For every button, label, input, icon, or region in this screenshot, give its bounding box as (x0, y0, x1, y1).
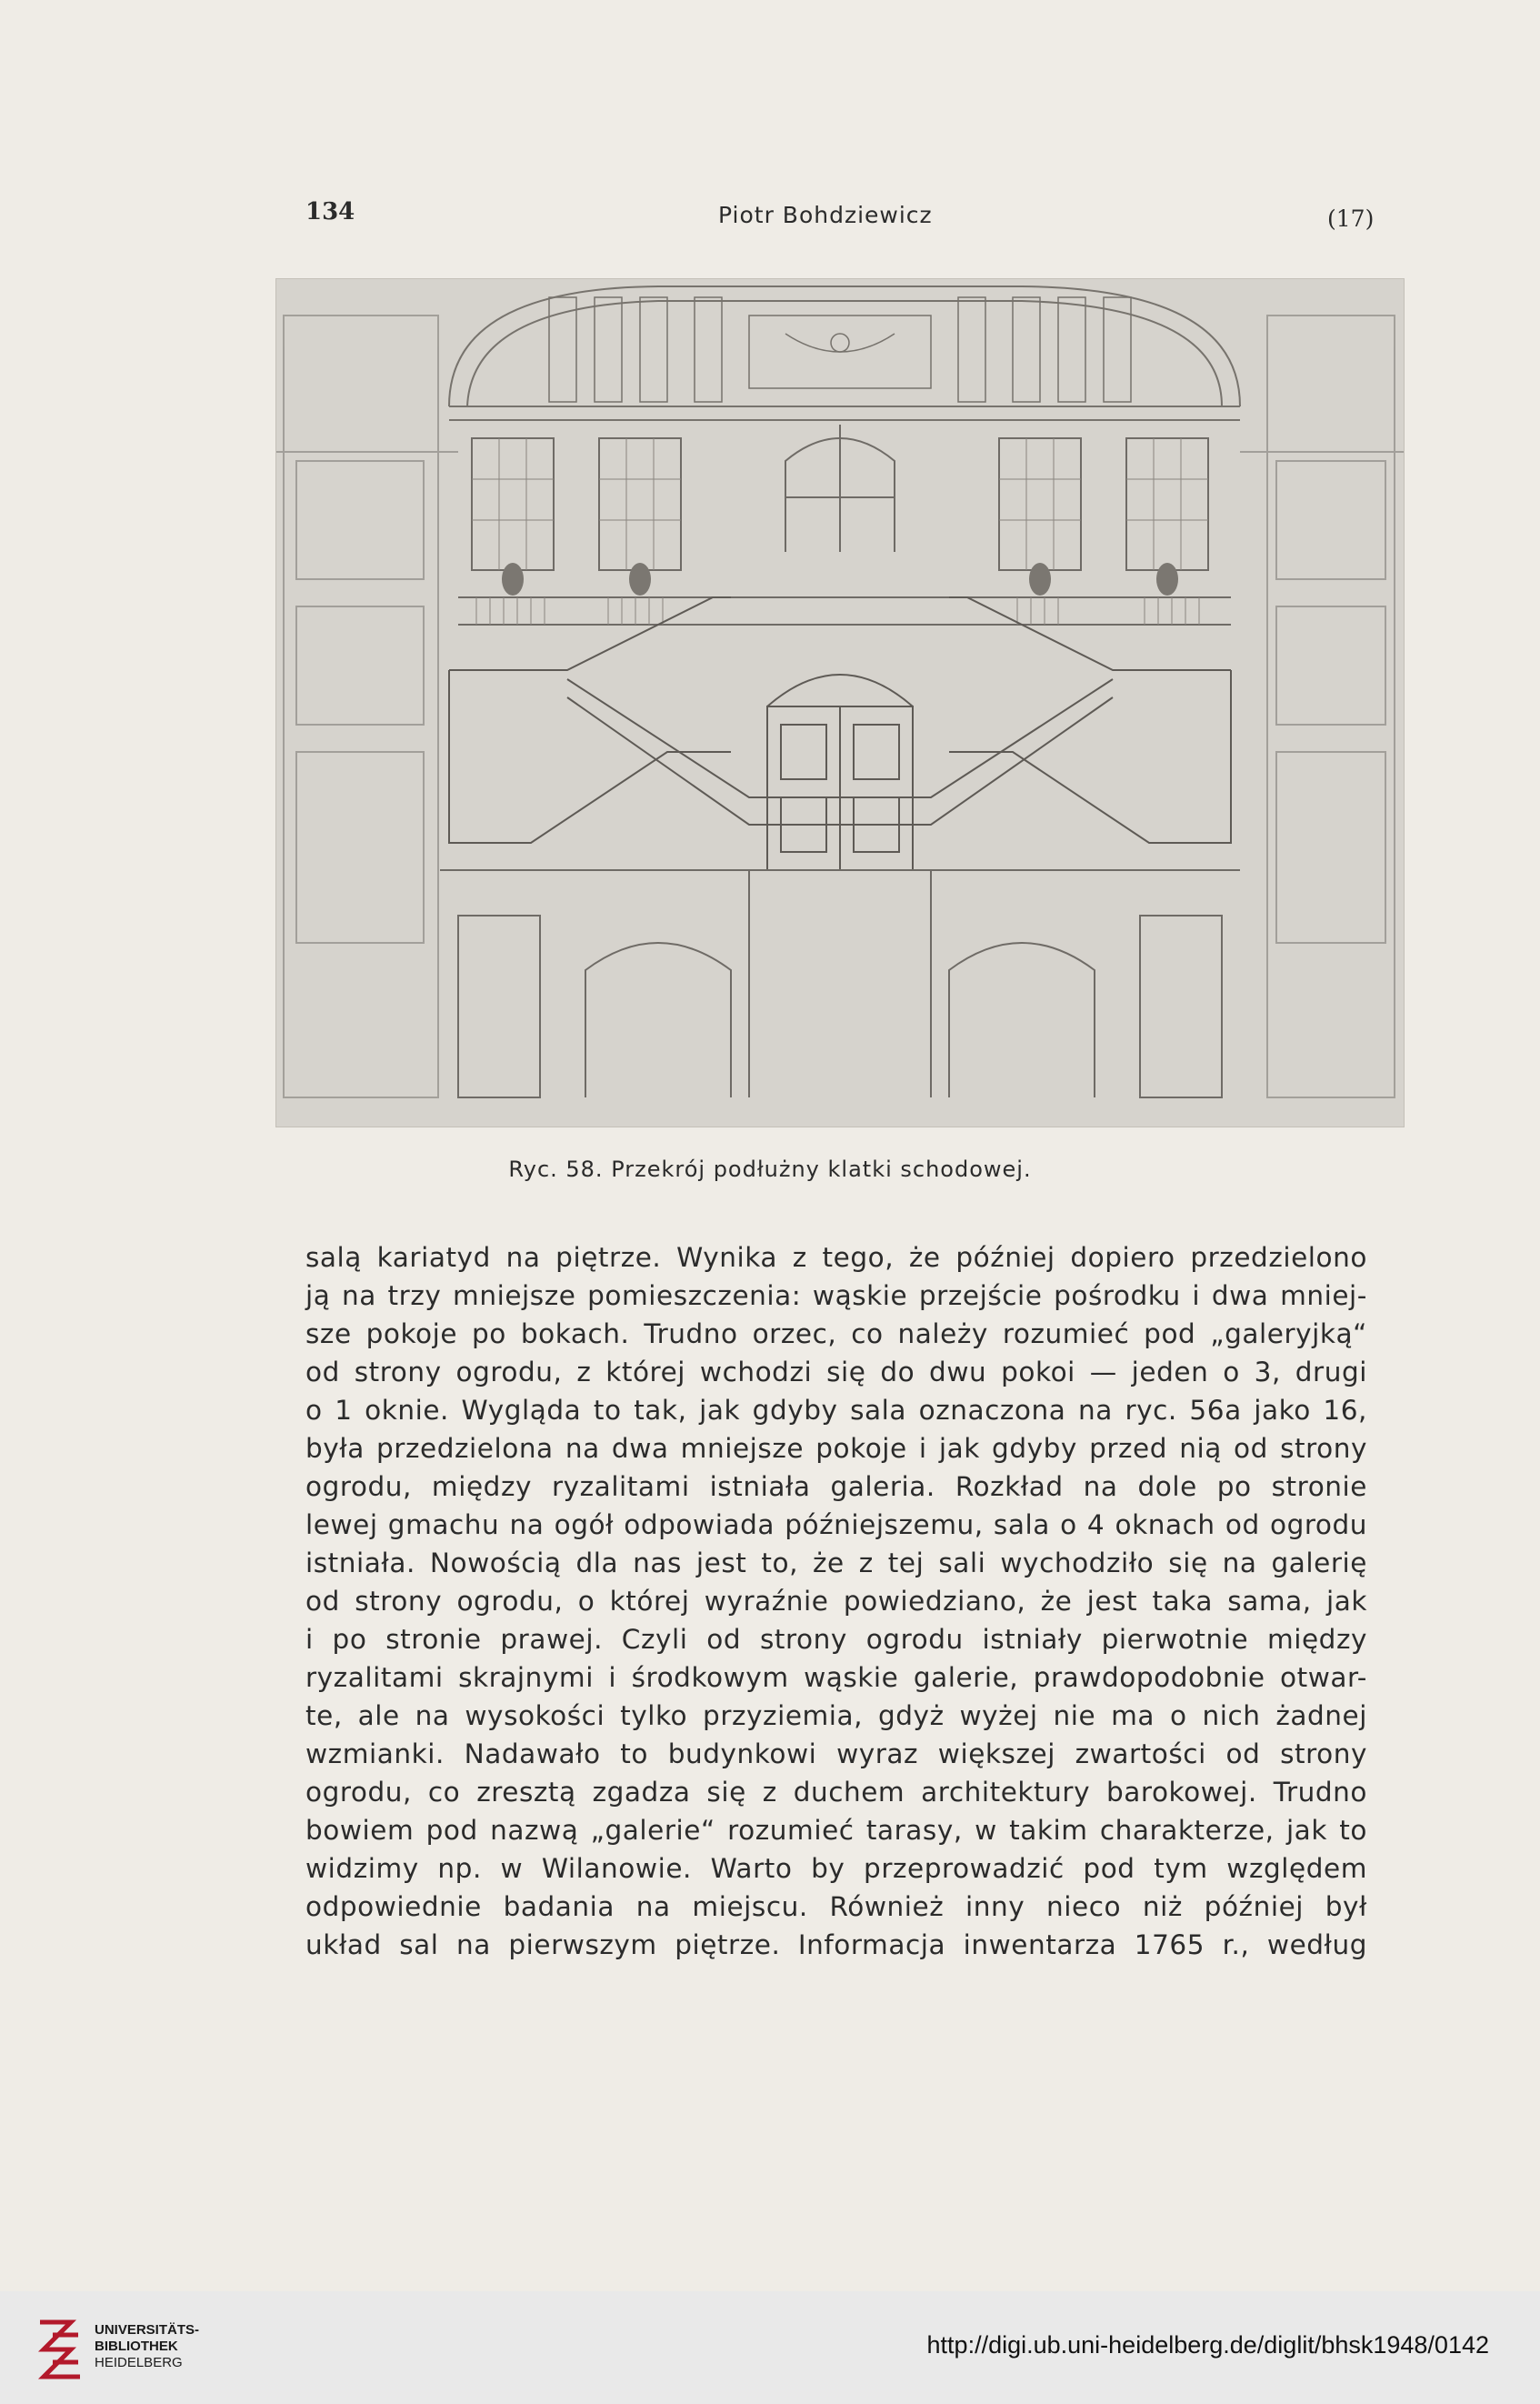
text-line: salą kariatyd na piętrze. Wynika z tego, że później dopiero przedzielono (305, 1242, 1367, 1273)
text-line: od strony ogrodu, o której wyraźnie powiedziano, że jest taka sama, jak (305, 1586, 1367, 1617)
text-line: od strony ogrodu, z której wchodzi się do dwu pokoi — jeden o 3, drugi (305, 1357, 1367, 1387)
text-line: te, ale na wysokości tylko przyziemia, gdyż wyżej nie ma o nich żadnej (305, 1700, 1367, 1731)
library-footer (0, 2291, 1540, 2404)
text-line: ogrodu, co zresztą zgadza się z duchem architektury barokowej. Trudno (305, 1777, 1367, 1808)
library-name-line2: BIBLIOTHEK (95, 2339, 178, 2354)
library-logo-icon (35, 2313, 87, 2386)
library-name-line3: HEIDELBERG (95, 2355, 183, 2370)
library-name (95, 2322, 199, 2371)
permalink-url[interactable]: http://digi.ub.uni-heidelberg.de/diglit/bhsk1948/0142 (926, 2331, 1489, 2359)
page-number: 134 (305, 198, 355, 225)
figure-caption: Ryc. 58. Przekrój podłużny klatki schodowej. (508, 1157, 1032, 1182)
body-text (305, 1238, 1367, 1964)
text-line: wzmianki. Nadawało to budynkowi wyraz większej zwartości od strony (305, 1738, 1367, 1769)
running-title: Piotr Bohdziewicz (718, 202, 933, 228)
text-line: ryzalitami skrajnymi i środkowym wąskie galerie, prawdopodobnie otwar- (305, 1662, 1367, 1693)
page-header (0, 198, 1540, 235)
architectural-drawing (276, 279, 1404, 1127)
library-name-line1: UNIVERSITÄTS- (95, 2322, 200, 2338)
text-line: sze pokoje po bokach. Trudno orzec, co należy rozumieć pod „galeryjką“ (305, 1318, 1367, 1349)
text-line: była przedzielona na dwa mniejsze pokoje i jak gdyby przed nią od strony (305, 1433, 1367, 1464)
text-line: odpowiednie badania na miejscu. Również inny nieco niż później był (305, 1891, 1367, 1922)
staircase-section-drawing (275, 278, 1405, 1127)
text-line: ogrodu, między ryzalitami istniała galeria. Rozkład na dole po stronie (305, 1471, 1367, 1502)
text-line: ją na trzy mniejsze pomieszczenia: wąskie przejście pośrodku i dwa mniej- (305, 1280, 1367, 1311)
text-line: o 1 oknie. Wygląda to tak, jak gdyby sala oznaczona na ryc. 56a jako 16, (305, 1395, 1367, 1426)
text-line: lewej gmachu na ogół odpowiada późniejszemu, sala o 4 oknach od ogrodu (305, 1509, 1367, 1540)
text-line: układ sal na pierwszym piętrze. Informacja inwentarza 1765 r., według (305, 1929, 1367, 1960)
text-line: i po stronie prawej. Czyli od strony ogrodu istniały pierwotnie między (305, 1624, 1367, 1655)
text-line: bowiem pod nazwą „galerie“ rozumieć tarasy, w takim charakterze, jak to (305, 1815, 1367, 1846)
chapter-number: (17) (1327, 205, 1375, 232)
text-line: widzimy np. w Wilanowie. Warto by przeprowadzić pod tym względem (305, 1853, 1367, 1884)
text-line: istniała. Nowością dla nas jest to, że z tej sali wychodziło się na galerię (305, 1548, 1367, 1578)
